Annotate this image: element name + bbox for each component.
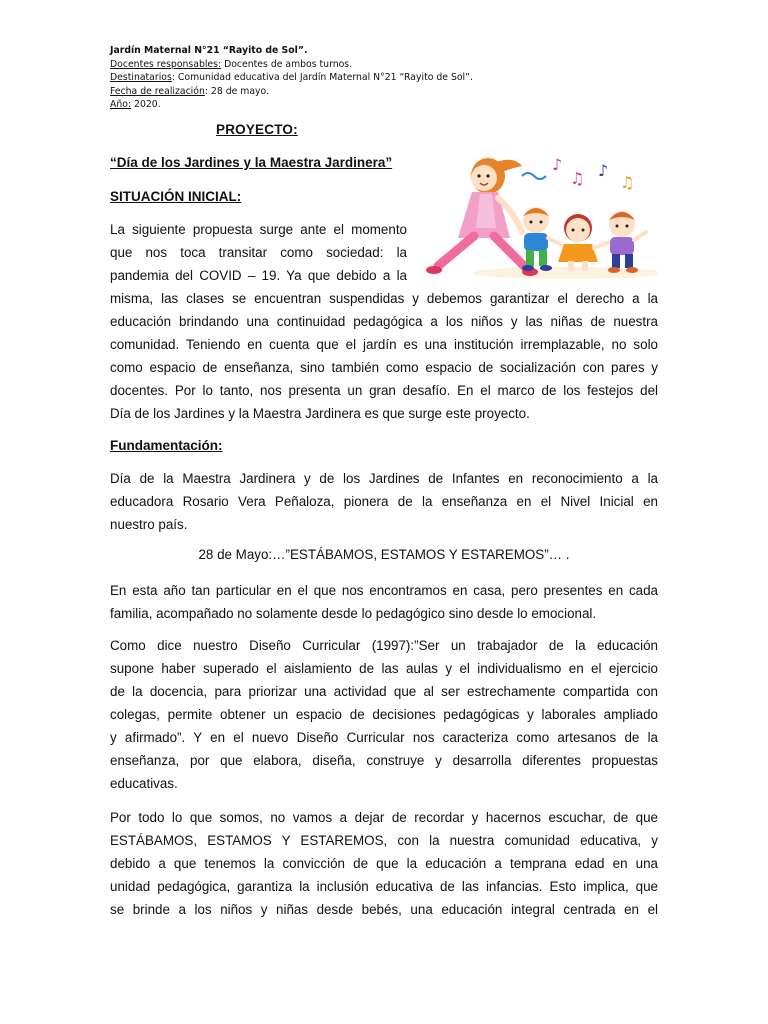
text-line: educadora Rosario Vera Peñaloza, pionera de la enseñanza en el Nivel Inicial en: [110, 494, 658, 509]
text-line: y afirmado”. Y en el nuevo Diseño Curricular nos caracteriza como artesanos de la: [110, 730, 658, 745]
fundamentacion-paragraph-1: [110, 467, 658, 536]
teachers-line: Docentes responsables: Docentes de ambos turnos.: [110, 58, 353, 70]
text-line: Por todo lo que somos, no vamos a dejar de recordar y hacernos escuchar, de que: [110, 810, 658, 825]
svg-text:♪: ♪: [598, 161, 609, 180]
motto-quote: 28 de Mayo:…”ESTÁBAMOS, ESTAMOS Y ESTAREMOS”… .: [198, 547, 570, 562]
school-name: Jardín Maternal N°21 “Rayito de Sol”.: [110, 45, 308, 56]
text-line: familia, acompañado no solamente desde lo pedagógico sino desde lo emocional.: [110, 606, 597, 621]
fundamentacion-heading: Fundamentación:: [110, 438, 223, 453]
text-line: comunidad. Teniendo en cuenta que el jardín es una institución irremplazable, no solo: [110, 337, 658, 352]
fundamentacion-paragraph-3: [110, 634, 658, 795]
text-line: nuestro país.: [110, 517, 188, 532]
text-line: enseñanza, por que elabora, diseña, construye y desarrolla diferentes propuestas: [110, 753, 658, 768]
text-line: educación brindando una continuidad pedagógica a los niños y las niñas de nuestra: [110, 314, 658, 329]
project-subtitle: “Día de los Jardines y la Maestra Jardinera”: [110, 155, 393, 170]
text-line: ESTÁBAMOS, ESTAMOS Y ESTAREMOS, con la nuestra comunidad educativa, y: [110, 833, 658, 848]
text-line: docentes. Por lo tanto, nos presenta un gran desafío. En el marco de los festejos del: [110, 383, 658, 398]
date-line: Fecha de realización: 28 de mayo.: [110, 85, 270, 97]
text-line: colegas, permite obtener un espacio de decisiones pedagógicas y laborales ampliado: [110, 707, 658, 722]
text-line: debido a que tenemos la convicción de que la educación a temprana edad en una: [110, 856, 658, 871]
situacion-paragraph: [110, 218, 658, 425]
fundamentacion-paragraph-2: [110, 579, 658, 625]
text-line: educativas.: [110, 776, 178, 791]
text-line: En esta año tan particular en el que nos encontramos en casa, pero presentes en cada: [110, 583, 658, 598]
text-line: La siguiente propuesta surge ante el momento: [110, 222, 407, 237]
text-line: Como dice nuestro Diseño Curricular (1997):”Ser un trabajador de la educación: [110, 638, 658, 653]
text-line: Día de los Jardines y la Maestra Jardinera es que surge este proyecto.: [110, 406, 530, 421]
fundamentacion-paragraph-4: [110, 806, 658, 921]
text-line: de la docencia, para priorizar una actividad que al ser estrechamente compartida con: [110, 684, 658, 699]
text-line: pandemia del COVID – 19. Ya que debido a la: [110, 268, 407, 283]
svg-text:♫: ♫: [620, 173, 635, 192]
svg-text:♪: ♪: [552, 155, 563, 174]
year-line: Año: 2020.: [110, 99, 161, 111]
text-line: se brinde a los niños y niñas desde bebés, una educación integral centrada en el: [110, 902, 658, 917]
text-line: unidad pedagógica, garantiza la inclusión educativa de las infancias. Esto implica, que: [110, 879, 658, 894]
project-title: PROYECTO:: [216, 122, 298, 137]
situacion-heading: SITUACIÓN INICIAL:: [110, 189, 242, 204]
recipients-line: Destinatarios: Comunidad educativa del Jardín Maternal N°21 “Rayito de Sol”.: [110, 72, 473, 84]
svg-text:♫: ♫: [570, 169, 585, 188]
text-line: misma, las clases se encuentran suspendidas y debemos garantizar el derecho a la: [110, 291, 658, 306]
text-line: supone haber superado el aislamiento de las aulas y el individualismo en el ejercicio: [110, 661, 658, 676]
text-line: como espacio de enseñanza, sino también como espacio de socialización con pares y: [110, 360, 658, 375]
text-line: Día de la Maestra Jardinera y de los Jardines de Infantes en reconocimiento a la: [110, 471, 658, 486]
text-line: que nos toca transitar como sociedad: la: [110, 245, 407, 260]
document-header: [110, 44, 670, 112]
